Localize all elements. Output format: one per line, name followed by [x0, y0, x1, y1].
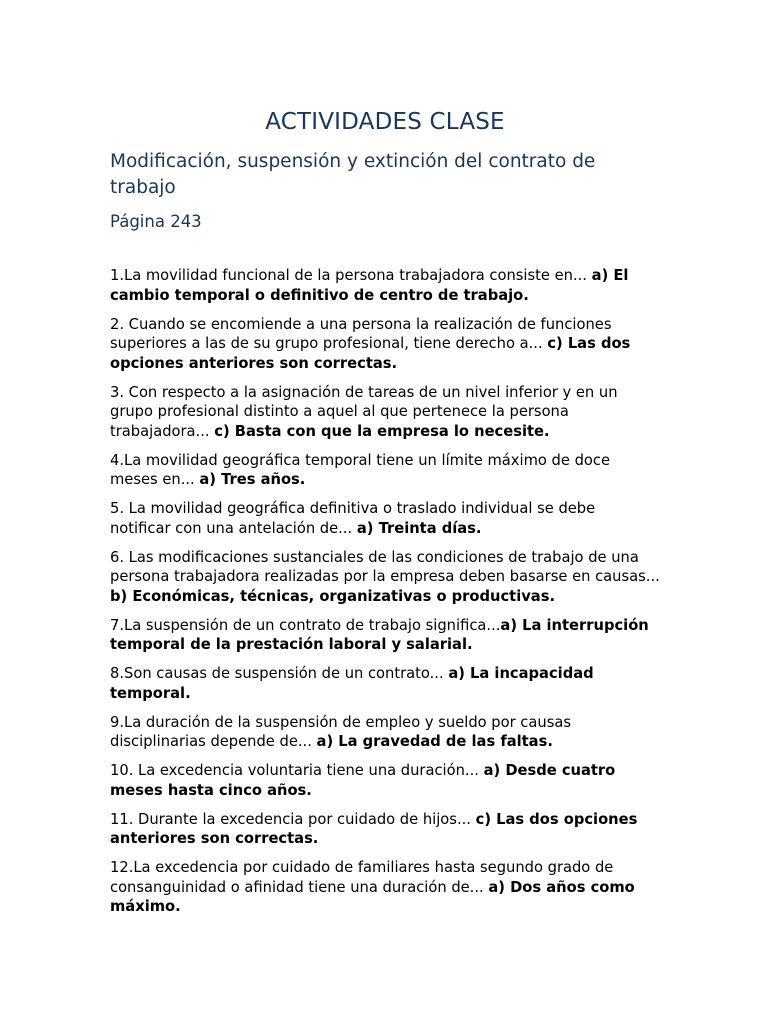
question-item	[110, 315, 660, 374]
answer-text: c) Las dos opciones anteriores son correctas.	[110, 335, 631, 372]
document-subtitle: Modificación, suspensión y extinción del contrato de trabajo	[110, 151, 596, 198]
question-item	[110, 616, 660, 655]
question-item	[110, 451, 660, 490]
question-item	[110, 858, 660, 917]
document-page	[110, 108, 660, 926]
answer-text: a) Desde cuatro meses hasta cinco años.	[110, 762, 616, 799]
question-text: 7.La suspensión de un contrato de trabajo significa...	[110, 616, 501, 634]
question-text: 1.La movilidad funcional de la persona trabajadora consiste en...	[110, 267, 592, 284]
question-item	[110, 383, 660, 442]
question-item	[110, 761, 660, 800]
question-item	[110, 266, 660, 305]
question-text: 10. La excedencia voluntaria tiene una duración...	[110, 762, 484, 779]
question-text: 2. Cuando se encomiende a una persona la realización de funciones superiores a las de su grupo profesional, tiene derecho a...	[110, 315, 612, 352]
question-text: 12.La excedencia por cuidado de familiares hasta segundo grado de consanguinidad o afinidad tiene una duración de...	[110, 859, 614, 896]
answer-text: a) La gravedad de las faltas.	[316, 733, 553, 750]
question-text: 4.La movilidad geográfica temporal tiene un límite máximo de doce meses en...	[110, 451, 610, 488]
answer-text: a) Tres años.	[199, 471, 306, 488]
page-label: Página 243	[110, 212, 202, 231]
answer-text: a) Treinta días.	[356, 519, 482, 537]
question-item	[110, 548, 660, 607]
question-item	[110, 810, 660, 849]
question-item	[110, 713, 660, 752]
question-text: 6. Las modificaciones sustanciales de las condiciones de trabajo de una persona trabajadora realizadas por la empresa deben basarse en causas...	[110, 548, 660, 585]
question-item	[110, 499, 660, 538]
answer-text: a) Dos años como máximo.	[110, 878, 635, 915]
answer-text: a) El cambio temporal o definitivo de centro de trabajo.	[110, 267, 629, 304]
question-text: 11. Durante la excedencia por cuidado de hijos...	[110, 810, 476, 828]
answer-text: a) La incapacidad temporal.	[110, 665, 594, 702]
question-text: 5. La movilidad geográfica definitiva o traslado individual se debe notificar con una antelación de...	[110, 500, 596, 537]
document-title: ACTIVIDADES CLASE	[265, 109, 505, 135]
question-text: 9.La duración de la suspensión de empleo y sueldo por causas disciplinarias depende de...	[110, 713, 571, 750]
question-item	[110, 664, 660, 703]
answer-text: b) Económicas, técnicas, organizativas o productivas.	[110, 587, 556, 605]
answer-text: c) Basta con que la empresa lo necesite.	[214, 422, 550, 440]
question-list	[110, 266, 660, 917]
question-text: 3. Con respecto a la asignación de tareas de un nivel inferior y en un grupo profesional distinto a aquel al que pertenece la persona trabajadora...	[110, 383, 618, 440]
answer-text: c) Las dos opciones anteriores son correctas.	[110, 810, 638, 847]
answer-text: a) La interrupción temporal de la prestación laboral y salarial.	[110, 616, 649, 653]
question-text: 8.Son causas de suspensión de un contrato...	[110, 665, 449, 682]
